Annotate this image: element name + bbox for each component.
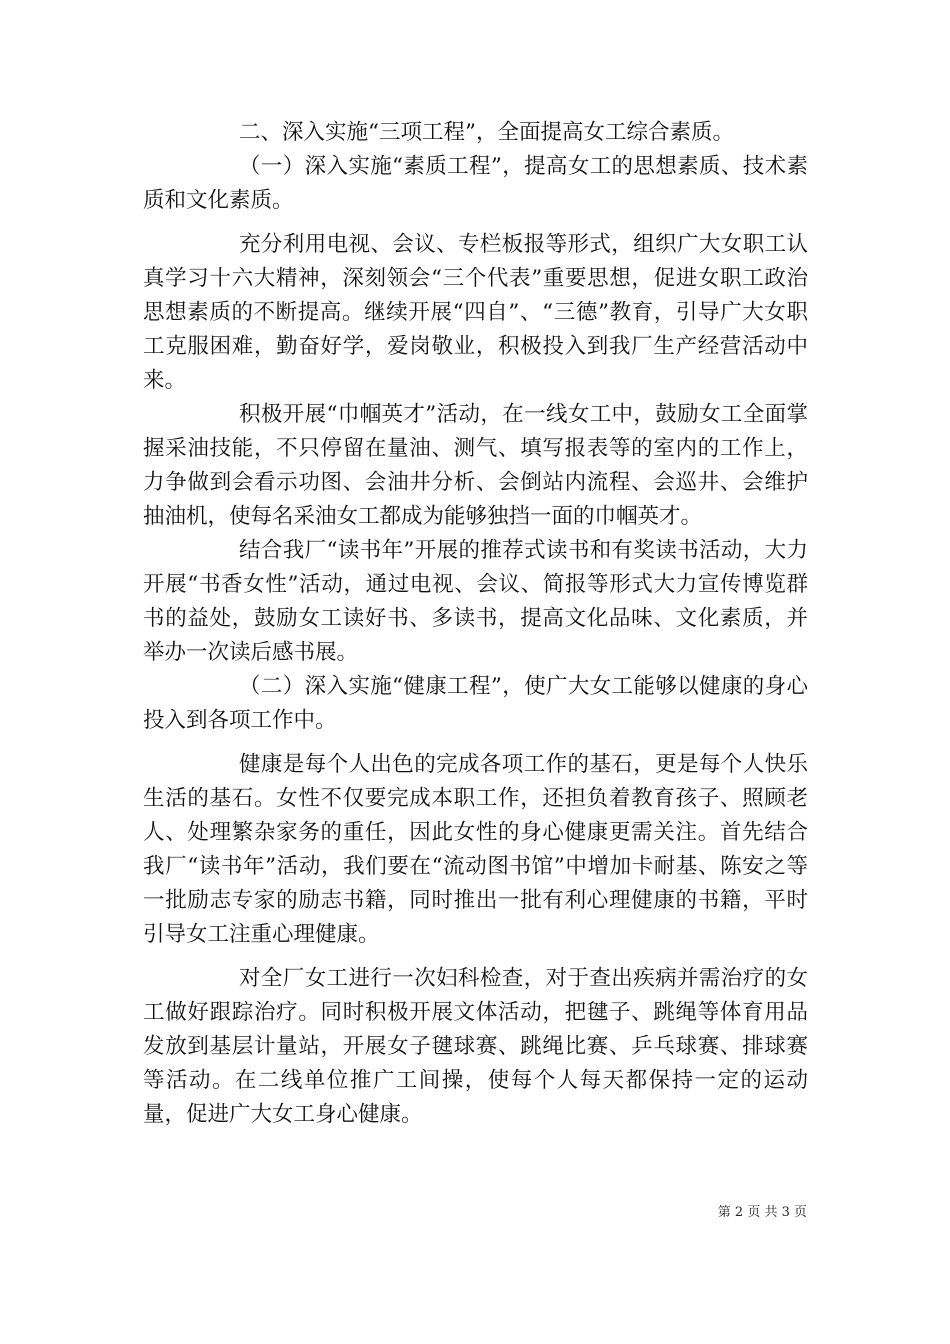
document-body xyxy=(143,116,808,1132)
paragraph-physical-health: 对全厂女工进行一次妇科检查，对于查出疾病并需治疗的女工做好跟踪治疗。同时积极开展文体活动，把毽子、跳绳等体育用品发放到基层计量站，开展女子毽球赛、跳绳比赛、乒乓球赛、排球赛等活动。在二线单位推广工间操，使每个人每天都保持一定的运动量，促进广大女工身心健康。 xyxy=(143,966,808,1127)
paragraph-political-study: 充分利用电视、会议、专栏板报等形式，组织广大女职工认真学习十六大精神，深刻领会“三个代表”重要思想，促进女职工政治思想素质的不断提高。继续开展“四自”、“三德”教育，引导广大女职工克服困难，勤奋好学，爱岗敬业，积极投入到我厂生产经营活动中来。 xyxy=(143,232,808,393)
page-number: 第 2 页 共 3 页 xyxy=(717,1205,807,1220)
subsection-heading-health: （二）深入实施“健康工程”，使广大女工能够以健康的身心投入到各项工作中。 xyxy=(143,674,808,733)
paragraph-talent-activity: 积极开展“巾帼英才”活动，在一线女工中，鼓励女工全面掌握采油技能，不只停留在量油、测气、填写报表等的室内的工作上，力争做到会看示功图、会油井分析、会倒站内流程、会巡井、会维护抽油机，使每名采油女工都成为能够独挡一面的巾帼英才。 xyxy=(143,402,808,529)
paragraph-reading-activity: 结合我厂“读书年”开展的推荐式读书和有奖读书活动，大力开展“书香女性”活动，通过电视、会议、简报等形式大力宣传博览群书的益处，鼓励女工读好书、多读书，提高文化品味、文化素质，并举办一次读后感书展。 xyxy=(143,538,808,665)
section-heading: 二、深入实施“三项工程”，全面提高女工综合素质。 xyxy=(239,120,734,145)
paragraph-mental-health: 健康是每个人出色的完成各项工作的基石，更是每个人快乐生活的基石。女性不仅要完成本职工作，还担负着教育孩子、照顾老人、处理繁杂家务的重任，因此女性的身心健康更需关注。首先结合我厂“读书年”活动，我们要在“流动图书馆”中增加卡耐基、陈安之等一批励志专家的励志书籍，同时推出一批有利心理健康的书籍，平时引导女工注重心理健康。 xyxy=(143,752,808,947)
subsection-heading-quality: （一）深入实施“素质工程”，提高女工的思想素质、技术素质和文化素质。 xyxy=(143,154,808,213)
